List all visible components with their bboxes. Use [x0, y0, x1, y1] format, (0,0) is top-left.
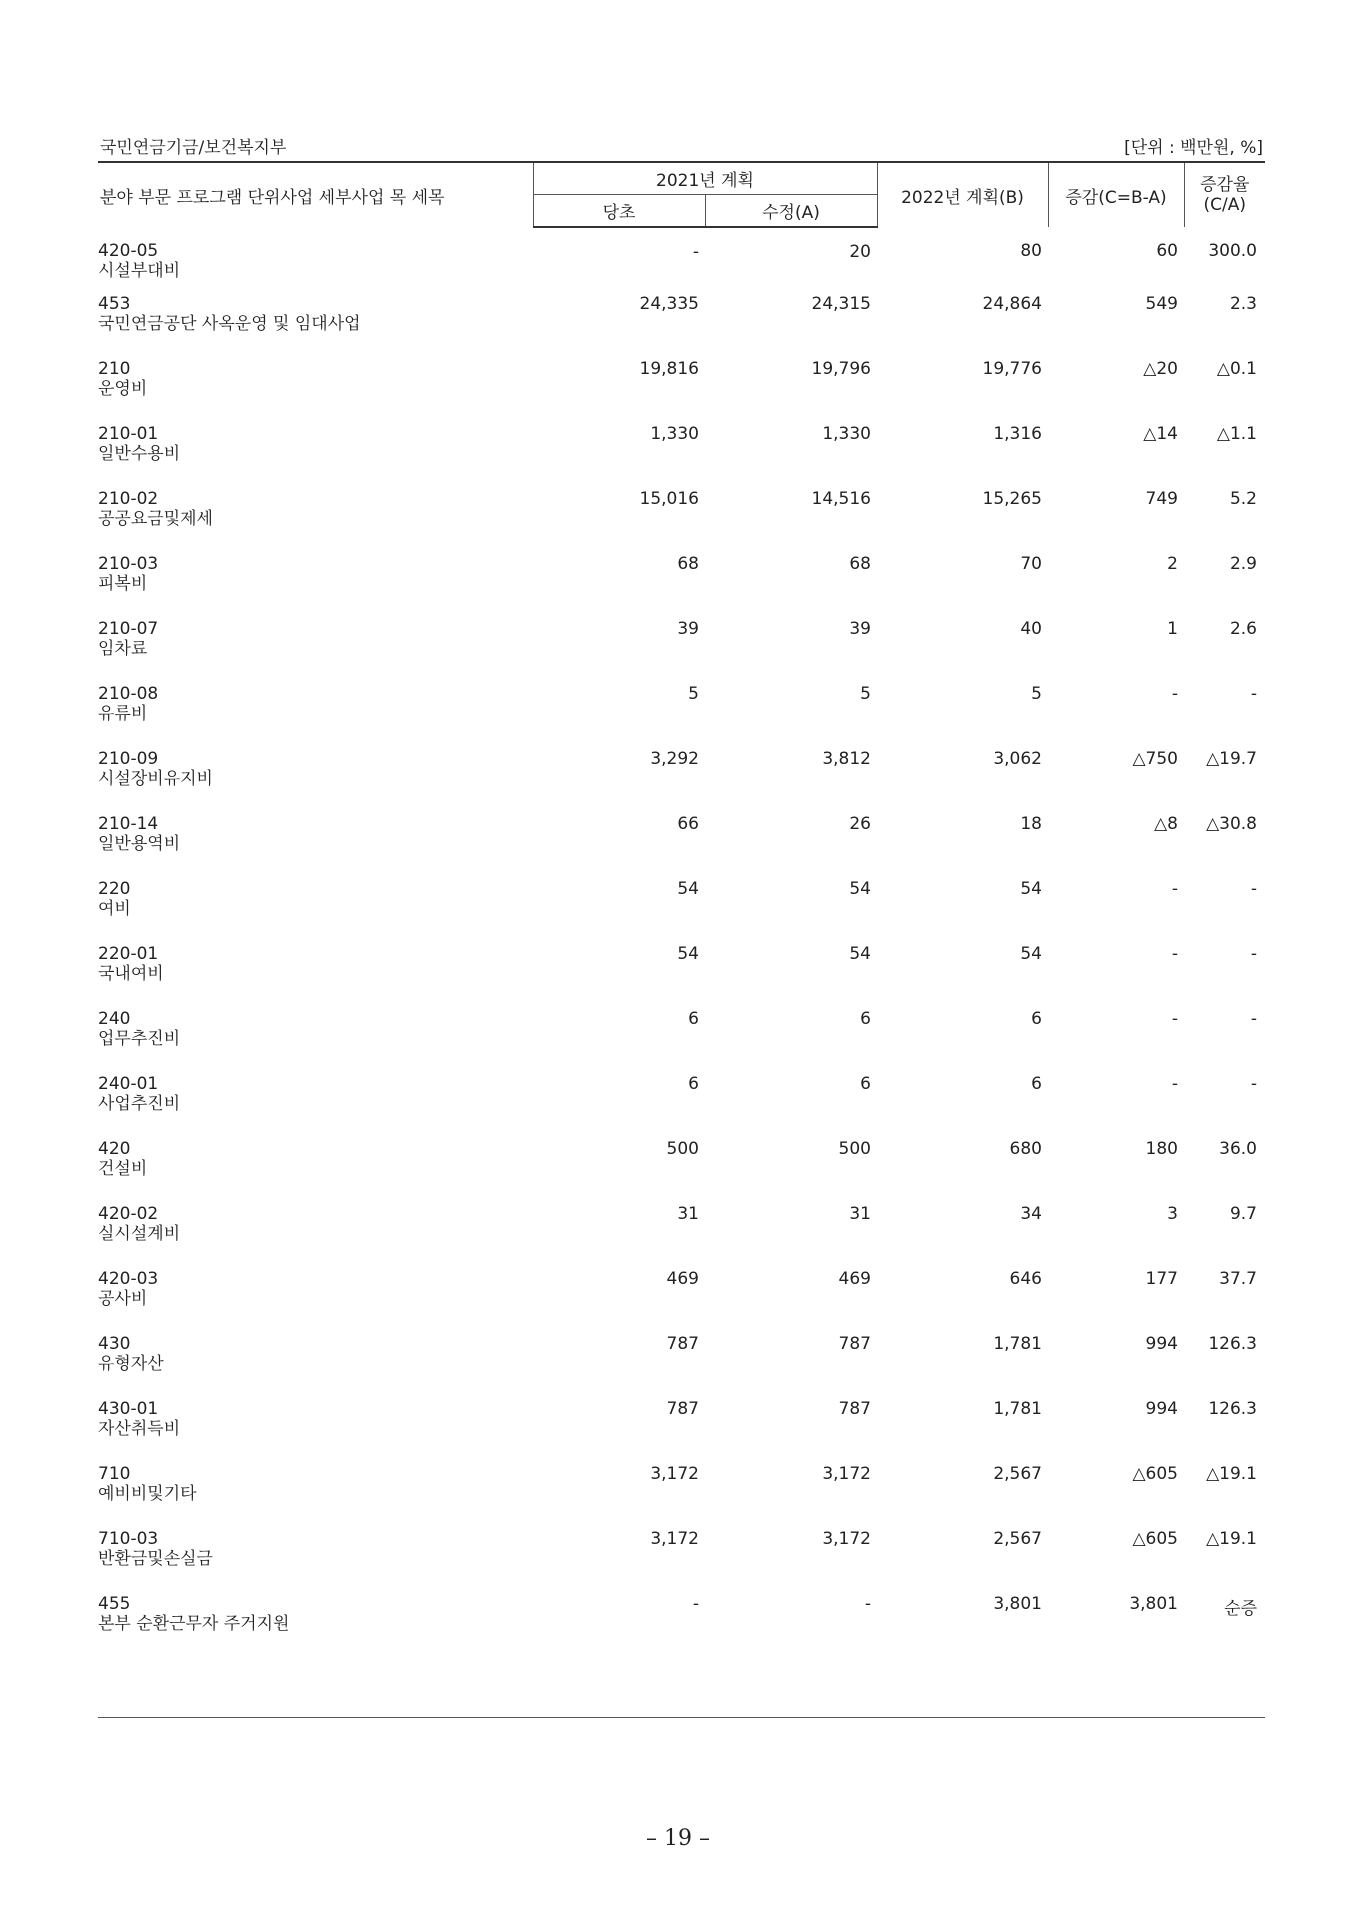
- rate-cell: 9.7: [1229, 1204, 1257, 1224]
- item-label: [98, 684, 533, 749]
- plan-2022-cell: 6: [1031, 1009, 1042, 1029]
- change-cell: △20: [1143, 359, 1178, 379]
- page-number: – 19 –: [646, 1826, 710, 1851]
- rate-cell: -: [1250, 944, 1257, 964]
- original-cell: 5: [688, 684, 699, 704]
- item-name: 공사비: [98, 1289, 148, 1309]
- table-row: [98, 1204, 1265, 1269]
- table-header: [98, 162, 1265, 227]
- original-cell: -: [692, 242, 699, 262]
- original-cell: 3,172: [650, 1529, 699, 1549]
- item-name: 시설장비유지비: [98, 769, 213, 789]
- plan-2022-cell: 2,567: [993, 1464, 1042, 1484]
- table-row: [98, 1594, 1265, 1659]
- rate-cell: 126.3: [1208, 1334, 1257, 1354]
- rate-cell: -: [1250, 1009, 1257, 1029]
- item-label: [98, 359, 533, 424]
- item-code: 430: [98, 1334, 131, 1354]
- plan-2022-cell: 1,316: [993, 424, 1042, 444]
- change-cell: 2: [1167, 554, 1178, 574]
- revised-cell: 500: [838, 1139, 871, 1159]
- item-name: 실시설계비: [98, 1224, 181, 1244]
- item-name: 공공요금및제세: [98, 509, 213, 529]
- change-cell: -: [1171, 944, 1178, 964]
- revised-cell: 31: [849, 1204, 871, 1224]
- item-code: 210-01: [98, 424, 159, 444]
- table-row: [98, 1074, 1265, 1139]
- original-cell: 66: [677, 814, 699, 834]
- revised-cell: 54: [849, 944, 871, 964]
- revised-cell: 787: [838, 1334, 871, 1354]
- plan-2022-cell: 19,776: [982, 359, 1042, 379]
- item-label: [98, 944, 533, 1009]
- revised-cell: 39: [849, 619, 871, 639]
- item-name: 업무추진비: [98, 1029, 181, 1049]
- item-name: 예비비및기타: [98, 1484, 197, 1504]
- unit-note: [단위 : 백만원, %]: [1124, 138, 1263, 158]
- rate-cell: 2.9: [1229, 554, 1257, 574]
- item-label: [98, 424, 533, 489]
- original-header: 당초: [533, 195, 705, 228]
- change-cell: -: [1171, 1074, 1178, 1094]
- item-code: 210-08: [98, 684, 159, 704]
- item-label: [98, 1594, 533, 1659]
- item-label: [98, 1074, 533, 1139]
- item-name: 임차료: [98, 639, 148, 659]
- rate-cell: -: [1250, 879, 1257, 899]
- item-code: 210-03: [98, 554, 159, 574]
- revised-cell: 20: [849, 242, 871, 262]
- plan-2022-cell: 3,801: [993, 1594, 1042, 1614]
- original-cell: 787: [666, 1334, 699, 1354]
- revised-cell: -: [864, 1594, 871, 1614]
- field-column-header: 분야 부문 프로그램 단위사업 세부사업 목 세목: [98, 162, 533, 227]
- item-code: 710-03: [98, 1529, 159, 1549]
- rate-cell: 300.0: [1208, 241, 1257, 261]
- item-label: [98, 1009, 533, 1074]
- item-label: [98, 554, 533, 619]
- plan-2022-cell: 40: [1020, 619, 1042, 639]
- document-title: 국민연금기금/보건복지부: [100, 138, 287, 158]
- revised-cell: 14,516: [811, 489, 871, 509]
- plan-2022-cell: 646: [1009, 1269, 1042, 1289]
- plan-2022-cell: 80: [1020, 241, 1042, 261]
- item-code: 455: [98, 1594, 131, 1614]
- item-label: [98, 619, 533, 684]
- item-label: [98, 1269, 533, 1334]
- original-cell: 15,016: [639, 489, 699, 509]
- revised-cell: 19,796: [811, 359, 871, 379]
- revised-cell: 5: [860, 684, 871, 704]
- change-cell: -: [1171, 1009, 1178, 1029]
- change-cell: 1: [1167, 619, 1178, 639]
- plan-2022-cell: 54: [1020, 944, 1042, 964]
- change-cell: △605: [1132, 1529, 1178, 1549]
- rate-cell: △30.8: [1206, 814, 1257, 834]
- rate-header-line1: 증감율: [1200, 175, 1250, 195]
- rate-cell: △19.7: [1206, 749, 1257, 769]
- bottom-divider: [98, 1717, 1265, 1718]
- plan-2022-cell: 34: [1020, 1204, 1042, 1224]
- original-cell: 469: [666, 1269, 699, 1289]
- change-cell: 177: [1145, 1269, 1178, 1289]
- item-code: 210: [98, 359, 131, 379]
- budget-table: [98, 161, 1265, 1659]
- item-name: 국민연금공단 사옥운영 및 임대사업: [98, 314, 361, 334]
- table-row: [98, 294, 1265, 359]
- rate-cell: 2.6: [1229, 619, 1257, 639]
- table-row: [98, 1334, 1265, 1399]
- table-row: [98, 814, 1265, 879]
- item-code: 220: [98, 879, 131, 899]
- document-header: [98, 133, 1265, 157]
- table-row: [98, 879, 1265, 944]
- revised-header: 수정(A): [705, 195, 877, 228]
- plan-2022-cell: 2,567: [993, 1529, 1042, 1549]
- item-name: 건설비: [98, 1159, 148, 1179]
- original-cell: 6: [688, 1009, 699, 1029]
- revised-cell: 26: [849, 814, 871, 834]
- change-header: 증감(C=B-A): [1048, 162, 1184, 227]
- original-cell: 31: [677, 1204, 699, 1224]
- original-cell: 3,292: [650, 749, 699, 769]
- plan-2021-header: 2021년 계획: [533, 162, 877, 195]
- item-label: [98, 1399, 533, 1464]
- item-label: [98, 879, 533, 944]
- revised-cell: 68: [849, 554, 871, 574]
- item-name: 유형자산: [98, 1354, 164, 1374]
- original-cell: 500: [666, 1139, 699, 1159]
- rate-cell: △1.1: [1216, 424, 1257, 444]
- rate-cell: -: [1250, 684, 1257, 704]
- item-code: 710: [98, 1464, 131, 1484]
- change-cell: 180: [1145, 1139, 1178, 1159]
- change-cell: 749: [1145, 489, 1178, 509]
- table-row: [98, 554, 1265, 619]
- change-cell: -: [1171, 879, 1178, 899]
- change-cell: 994: [1145, 1399, 1178, 1419]
- item-name: 여비: [98, 899, 131, 919]
- plan-2022-cell: 680: [1009, 1139, 1042, 1159]
- revised-cell: 6: [860, 1074, 871, 1094]
- table-row: [98, 227, 1265, 294]
- table-row: [98, 1009, 1265, 1074]
- rate-cell: 126.3: [1208, 1399, 1257, 1419]
- item-code: 210-02: [98, 489, 159, 509]
- change-cell: 3: [1167, 1204, 1178, 1224]
- item-label: [98, 814, 533, 879]
- revised-cell: 6: [860, 1009, 871, 1029]
- rate-cell: △0.1: [1216, 359, 1257, 379]
- item-label: [98, 1334, 533, 1399]
- change-cell: 60: [1156, 241, 1178, 261]
- item-code: 430-01: [98, 1399, 159, 1419]
- revised-cell: 787: [838, 1399, 871, 1419]
- item-name: 국내여비: [98, 964, 164, 984]
- revised-cell: 24,315: [811, 294, 871, 314]
- plan-2022-cell: 24,864: [982, 294, 1042, 314]
- plan-2022-cell: 18: [1020, 814, 1042, 834]
- revised-cell: 3,812: [822, 749, 871, 769]
- change-cell: △605: [1132, 1464, 1178, 1484]
- table-row: [98, 489, 1265, 554]
- original-cell: 68: [677, 554, 699, 574]
- rate-header-line2: (C/A): [1203, 195, 1246, 215]
- item-code: 420-05: [98, 241, 159, 261]
- table-row: [98, 1529, 1265, 1594]
- table-row: [98, 359, 1265, 424]
- rate-cell: 순증: [1224, 1599, 1257, 1619]
- item-name: 반환금및손실금: [98, 1549, 213, 1569]
- item-code: 420-03: [98, 1269, 159, 1289]
- original-cell: 787: [666, 1399, 699, 1419]
- item-code: 220-01: [98, 944, 159, 964]
- change-cell: △8: [1154, 814, 1178, 834]
- table-row: [98, 684, 1265, 749]
- item-label: [98, 294, 533, 359]
- item-code: 240: [98, 1009, 131, 1029]
- original-cell: 39: [677, 619, 699, 639]
- table-row: [98, 1399, 1265, 1464]
- rate-cell: -: [1250, 1074, 1257, 1094]
- item-label: [98, 227, 533, 294]
- item-name: 운영비: [98, 379, 148, 399]
- plan-2022-cell: 5: [1031, 684, 1042, 704]
- plan-2022-cell: 6: [1031, 1074, 1042, 1094]
- item-name: 유류비: [98, 704, 148, 724]
- item-code: 240-01: [98, 1074, 159, 1094]
- original-cell: 6: [688, 1074, 699, 1094]
- change-cell: 3,801: [1129, 1594, 1178, 1614]
- item-code: 210-14: [98, 814, 159, 834]
- item-code: 420-02: [98, 1204, 159, 1224]
- change-cell: △750: [1132, 749, 1178, 769]
- item-name: 본부 순환근무자 주거지원: [98, 1614, 290, 1634]
- item-name: 시설부대비: [98, 261, 181, 281]
- rate-cell: 36.0: [1219, 1139, 1257, 1159]
- change-cell: -: [1171, 684, 1178, 704]
- item-code: 210-09: [98, 749, 159, 769]
- item-code: 210-07: [98, 619, 159, 639]
- item-code: 420: [98, 1139, 131, 1159]
- item-label: [98, 749, 533, 814]
- item-name: 일반수용비: [98, 444, 181, 464]
- change-cell: △14: [1143, 424, 1178, 444]
- revised-cell: 469: [838, 1269, 871, 1289]
- item-label: [98, 1529, 533, 1594]
- original-cell: 3,172: [650, 1464, 699, 1484]
- original-cell: 24,335: [639, 294, 699, 314]
- revised-cell: 1,330: [822, 424, 871, 444]
- table-row: [98, 619, 1265, 684]
- table-row: [98, 944, 1265, 1009]
- item-label: [98, 1139, 533, 1204]
- plan-2022-cell: 70: [1020, 554, 1042, 574]
- item-label: [98, 489, 533, 554]
- plan-2022-cell: 3,062: [993, 749, 1042, 769]
- original-cell: 54: [677, 879, 699, 899]
- table-row: [98, 1269, 1265, 1334]
- table-row: [98, 1139, 1265, 1204]
- plan-2022-cell: 1,781: [993, 1334, 1042, 1354]
- change-cell: 994: [1145, 1334, 1178, 1354]
- item-code: 453: [98, 294, 131, 314]
- rate-cell: △19.1: [1206, 1529, 1257, 1549]
- rate-header: [1184, 162, 1265, 227]
- original-cell: 19,816: [639, 359, 699, 379]
- item-name: 사업추진비: [98, 1094, 181, 1114]
- table-row: [98, 424, 1265, 489]
- item-label: [98, 1464, 533, 1529]
- rate-cell: 37.7: [1219, 1269, 1257, 1289]
- item-label: [98, 1204, 533, 1269]
- original-cell: 1,330: [650, 424, 699, 444]
- original-cell: 54: [677, 944, 699, 964]
- plan-2022-cell: 1,781: [993, 1399, 1042, 1419]
- table-row: [98, 1464, 1265, 1529]
- change-cell: 549: [1145, 294, 1178, 314]
- table-row: [98, 749, 1265, 814]
- plan-2022-header: 2022년 계획(B): [877, 162, 1048, 227]
- original-cell: -: [692, 1594, 699, 1614]
- revised-cell: 3,172: [822, 1464, 871, 1484]
- item-name: 자산취득비: [98, 1419, 181, 1439]
- rate-cell: 5.2: [1229, 489, 1257, 509]
- rate-cell: 2.3: [1229, 294, 1257, 314]
- revised-cell: 54: [849, 879, 871, 899]
- plan-2022-cell: 15,265: [982, 489, 1042, 509]
- item-name: 피복비: [98, 574, 148, 594]
- plan-2022-cell: 54: [1020, 879, 1042, 899]
- rate-cell: △19.1: [1206, 1464, 1257, 1484]
- item-name: 일반용역비: [98, 834, 181, 854]
- table-body: [98, 227, 1265, 1659]
- revised-cell: 3,172: [822, 1529, 871, 1549]
